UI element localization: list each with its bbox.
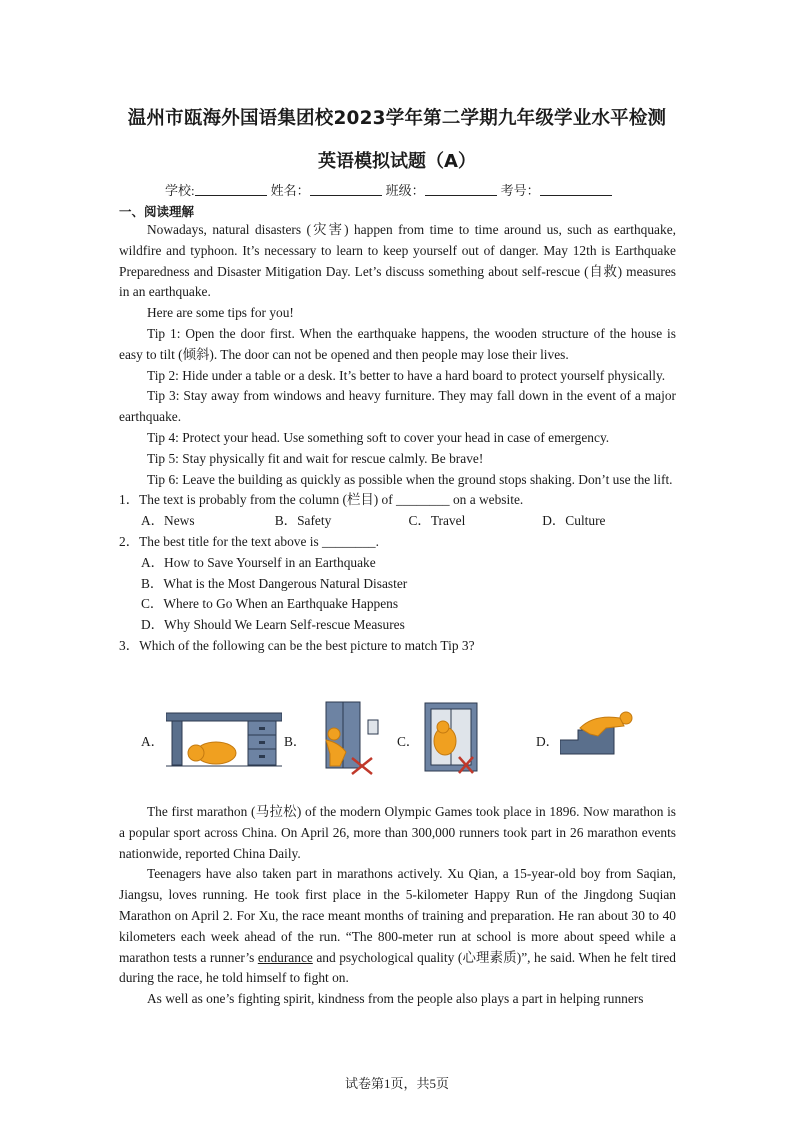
question-3-stem: 3．Which of the following can be the best picture to match Tip 3?	[119, 637, 475, 653]
passage2-paragraph-2	[119, 864, 676, 989]
tip-3: Tip 3: Stay away from windows and heavy furniture. They may fall down in the event of a major earthquake.	[119, 388, 676, 425]
underlined-word-endurance: endurance	[257, 949, 313, 965]
name-blank[interactable]	[310, 183, 382, 196]
q3-option-b-label[interactable]: B．	[284, 734, 307, 749]
tip-1: Tip 1: Open the door first. When the earthquake happens, the wooden structure of the house is easy to tilt (倾斜). The door can not be opened and then people may lose their lives.	[119, 325, 676, 362]
passage2-paragraph-1: The first marathon (马拉松) of the modern Olympic Games took place in 1896. Now marathon is a popular sport across China. On April 26, more than 300,000 runners took part in 26 marathon events nationwide, reported China Daily.	[119, 804, 676, 861]
q1-option-d[interactable]: D．Culture	[542, 513, 606, 529]
passage1-paragraph-1: Nowadays, natural disasters (灾害) happen from time to time around us, such as earthquake, wildfire and typhoon. It’s necessary to learn to keep yourself out of danger. May 12th is Earthquake Preparedness and Disaster Mitigation Day. Let’s discuss something about self-rescue (自救) measures in an earthquake.	[119, 222, 676, 300]
class-blank[interactable]	[425, 183, 497, 196]
number-label: 考号：	[500, 183, 540, 198]
page-footer: 试卷第1页，共5页	[344, 1076, 449, 1091]
q3-option-d-label[interactable]: D．	[536, 734, 560, 749]
passage2-paragraph-3: As well as one’s fighting spirit, kindness from the people also plays a part in helping runners	[147, 991, 644, 1007]
tip-2: Tip 2: Hide under a table or a desk. It’s better to have a hard board to protect yourself physically.	[147, 367, 666, 383]
student-info-line	[165, 180, 616, 199]
number-blank[interactable]	[540, 183, 612, 196]
exam-title-line2: 英语模拟试题（A）	[318, 151, 476, 172]
class-label: 班级：	[385, 183, 425, 198]
question-2-stem: 2．The best title for the text above is ________.	[119, 533, 379, 549]
q1-option-b[interactable]: B．Safety	[274, 513, 332, 529]
school-label: 学校:	[165, 183, 195, 198]
tip-5: Tip 5: Stay physically fit and wait for rescue calmly. Be brave!	[147, 450, 484, 466]
passage1-paragraph-2: Here are some tips for you!	[147, 305, 294, 321]
passage2-paragraph-2-part1: Teenagers have also taken part in marathons actively. Xu Qian, a 15-year-old boy from Saqian, Jiangsu, loves running. He took first place in the 5-kilometer Happy Run of the Jingdong Suqian Marathon on April 2. For Xu, the race meant months of training and preparation. He ran about 30 to 40 kilometers each week ahead of the run. “The 800-meter run at school is more about speed while a marathon tests a runner’s	[119, 866, 676, 965]
q3-picture-b-door-icon[interactable]	[316, 700, 382, 776]
section-title-reading: 一、阅读理解	[119, 204, 195, 219]
question-1-stem: 1．The text is probably from the column (栏目) of ________ on a website.	[119, 492, 524, 508]
tip-6: Tip 6: Leave the building as quickly as possible when the ground stops shaking. Don’t use the lift.	[147, 471, 673, 487]
q2-option-c[interactable]: C．Where to Go When an Earthquake Happens	[141, 596, 399, 612]
q3-option-c-label[interactable]: C．	[397, 734, 420, 749]
passage2-paragraph-2-part2: and psychological quality (心理素质)”, he said. When he felt tired during the race, he told himself to fight on.	[119, 949, 676, 986]
question-1-options	[119, 511, 676, 532]
q2-option-a[interactable]: A．How to Save Yourself in an Earthquake	[141, 554, 376, 570]
q3-option-a-label[interactable]: A．	[141, 734, 165, 749]
school-blank[interactable]	[195, 183, 267, 196]
q3-picture-c-wardrobe-icon[interactable]	[423, 701, 481, 777]
q1-option-c[interactable]: C．Travel	[408, 513, 466, 529]
q3-picture-a-desk-icon[interactable]	[166, 709, 282, 767]
q2-option-d[interactable]: D．Why Should We Learn Self-rescue Measures	[141, 617, 405, 633]
passage-1	[119, 220, 676, 657]
q2-option-b[interactable]: B．What is the Most Dangerous Natural Disaster	[141, 575, 408, 591]
q3-picture-d-stairs-icon[interactable]	[560, 710, 640, 756]
exam-title-line1: 温州市瓯海外国语集团校2023学年第二学期九年级学业水平检测	[127, 108, 667, 129]
q1-option-a[interactable]: A．News	[141, 513, 195, 529]
name-label: 姓名：	[270, 183, 310, 198]
tip-4: Tip 4: Protect your head. Use something soft to cover your head in case of emergency.	[147, 429, 610, 445]
passage-2	[119, 802, 676, 1010]
